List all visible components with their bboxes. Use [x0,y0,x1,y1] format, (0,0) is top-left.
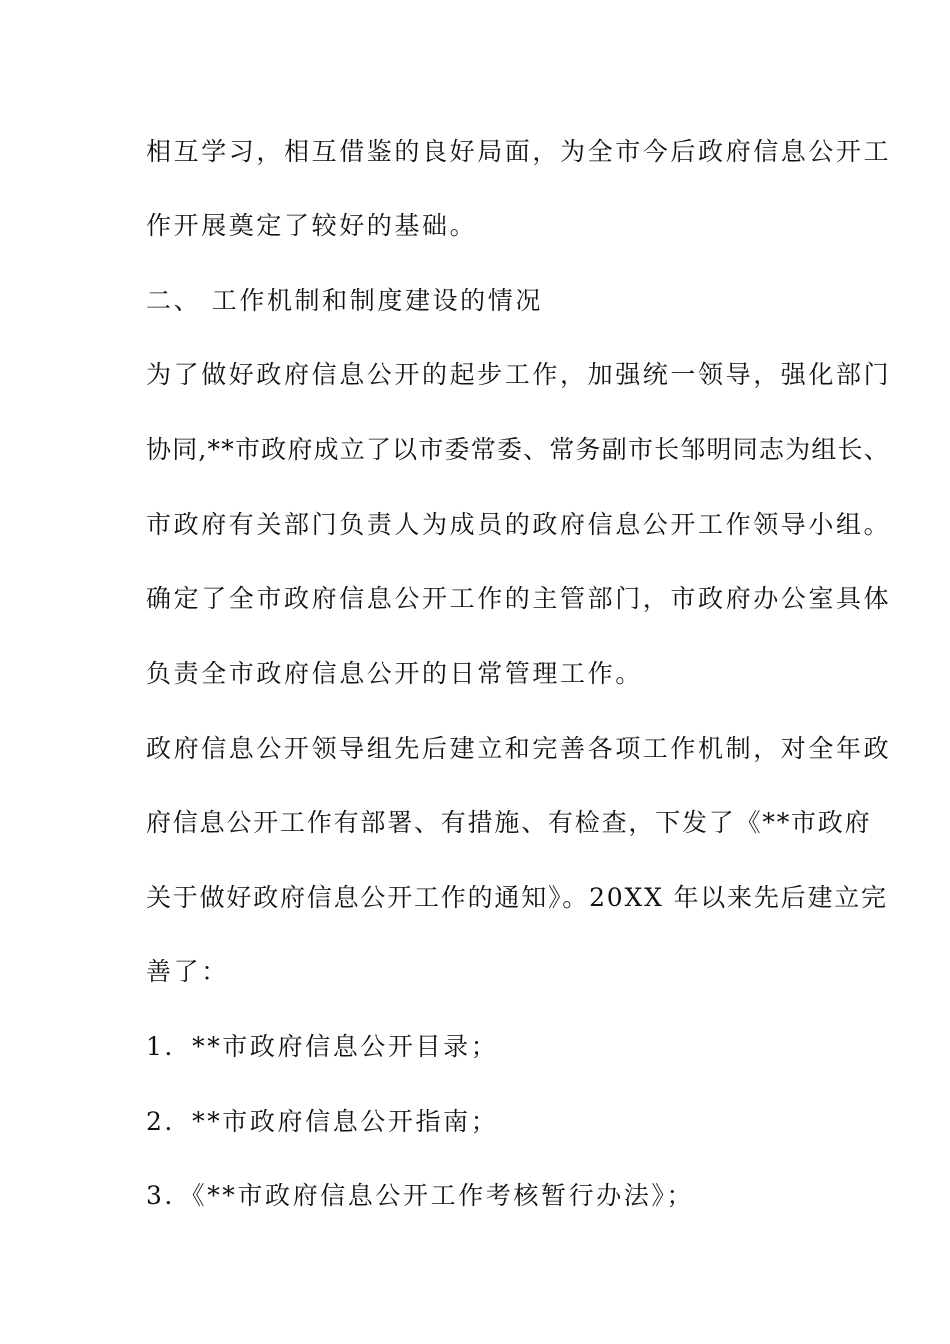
list-item: 1．**市政府信息公开目录； [146,1032,499,1061]
list-item: 2．**市政府信息公开指南； [146,1107,499,1136]
paragraph-line: 关于做好政府信息公开工作的通知》。20XX 年以来先后建立完 [146,883,888,912]
paragraph-line: 为了做好政府信息公开的起步工作，加强统一领导，强化部门 [146,360,892,389]
paragraph-line: 协同,**市政府成立了以市委常委、常务副市长邹明同志为组长、 [146,435,890,464]
paragraph-line: 确定了全市政府信息公开工作的主管部门，市政府办公室具体 [146,584,892,613]
paragraph-line: 作开展奠定了较好的基础。 [146,211,478,240]
paragraph-line: 相互学习，相互借鉴的良好局面，为全市今后政府信息公开工 [146,137,892,166]
paragraph-line: 市政府有关部门负责人为成员的政府信息公开工作领导小组。 [146,510,892,539]
paragraph-line: 善了： [146,957,229,986]
section-heading: 二、 工作机制和制度建设的情况 [146,286,543,315]
paragraph-line: 政府信息公开领导组先后建立和完善各项工作机制，对全年政 [146,734,892,763]
paragraph-line: 府信息公开工作有部署、有措施、有检查，下发了《**市政府 [146,808,872,837]
paragraph-line: 负责全市政府信息公开的日常管理工作。 [146,659,643,688]
list-item: 3．《**市政府信息公开工作考核暂行办法》； [146,1181,695,1210]
